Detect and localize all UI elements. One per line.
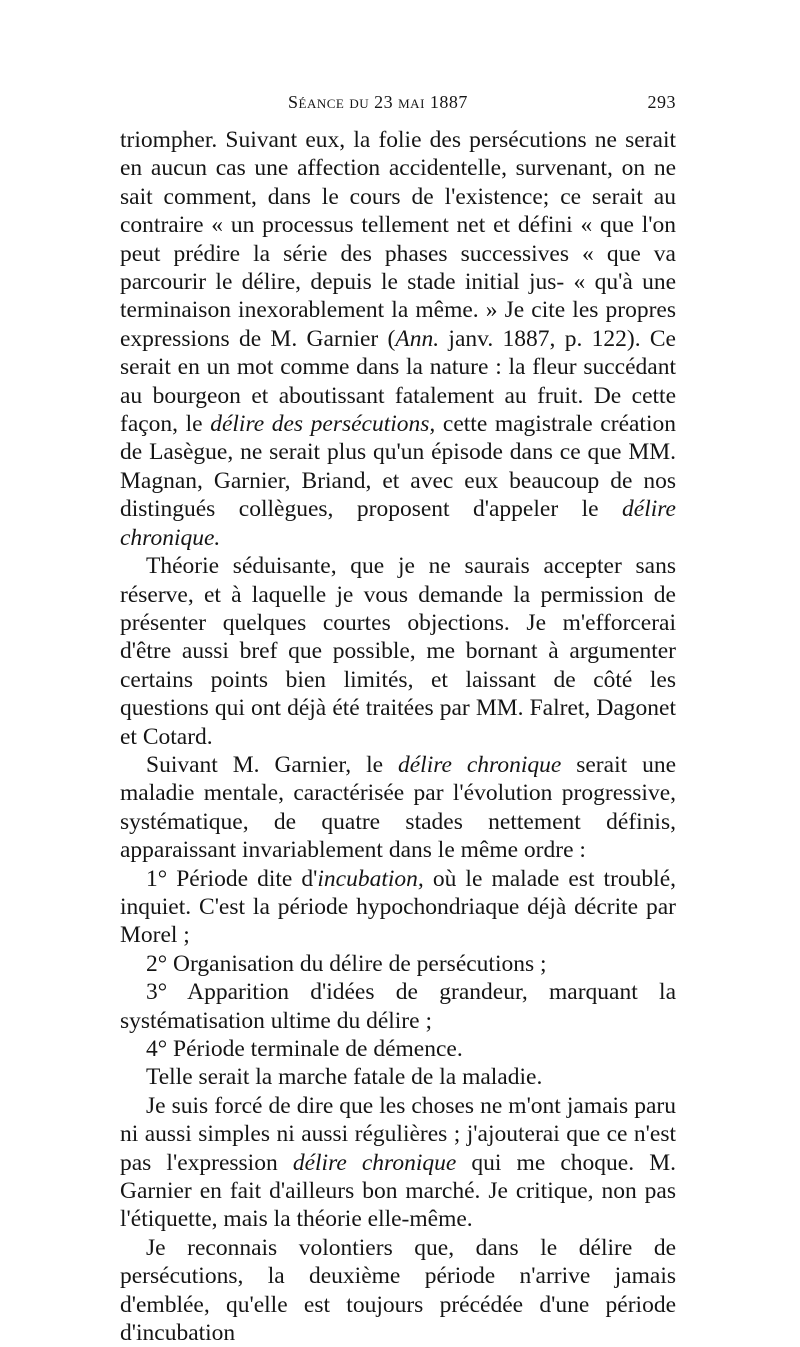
italic-run: délire chronique.: [120, 496, 676, 551]
paragraph-3: [120, 751, 676, 865]
body-text: [120, 126, 676, 1347]
text-run: 1° Période dite d': [146, 865, 318, 892]
paragraph-2: Théorie séduisante, que je ne saurais accepter sans réserve, et à laquelle je vous demande la permission de présenter quelques courtes objections. Je m'efforcerai d'être aussi bref que possible, me bornant à argumenter certains points bien limités, et laissant de côté les questions qui ont déjà été traitées par MM. Falret, Dagonet et Cotard.: [120, 553, 676, 750]
paragraph-1: [120, 126, 676, 552]
text-run: où le malade est troublé, inquiet. C'est la période hypochondriaque déjà décrite par Morel ;: [120, 865, 676, 949]
book-page: [120, 86, 676, 1347]
list-item-1: [120, 865, 676, 950]
page-number: 293: [647, 92, 676, 112]
italic-run: délire chronique: [292, 1149, 457, 1176]
paragraph-6: Je reconnais volontiers que, dans le délire de persécutions, la deuxième période n'arrive jamais d'emblée, qu'elle est toujours précédée d'une période d'incubation: [120, 1234, 676, 1347]
italic-run: délire des persécutions,: [210, 411, 436, 438]
running-title: Séance du 23 mai 1887: [288, 92, 468, 112]
italic-run: incubation,: [317, 865, 424, 892]
list-item-2: 2° Organisation du délire de persécutions ;: [146, 950, 547, 977]
running-head: [120, 86, 676, 120]
text-run: Suivant M. Garnier, le: [146, 751, 398, 778]
list-item-3: 3° Apparition d'idées de grandeur, marquant la systématisation ultime du délire ;: [120, 979, 676, 1034]
italic-run: Ann.: [395, 325, 440, 352]
text-run: cette magistrale création de Lasègue, ne serait plus qu'un épisode dans ce que MM. Magnan, Garnier, Briand, et avec eux beaucoup de nos distingués collègues, proposent d'appeler le: [120, 411, 676, 523]
text-run: triompher. Suivant eux, la folie des persécutions ne serait en aucun cas une affection accidentelle, survenant, on ne sait comment, dans le cours de l'existence; ce serait au contraire « un processus tellement net et défini « que l'on peut prédire la série des phases successives « que va parcourir le délire, depuis le stade initial jus- « qu'à une terminaison inexorablement la même. » Je cite les propres expressions de M. Garnier (: [120, 127, 676, 352]
text-run: serait une maladie mentale, caractérisée par l'évolution progressive, systématique, de quatre stades nettement définis, apparaissant invariablement dans le même ordre :: [120, 751, 676, 864]
text-run: janv. 1887, p. 122). Ce serait en un mot comme dans la nature : la fleur succédant au bourgeon et aboutissant fatalement au fruit. De cette façon, le: [120, 325, 676, 438]
text-run: qui me choque. M. Garnier en fait d'ailleurs bon marché. Je critique, non pas l'étiquette, mais la théorie elle-même.: [120, 1149, 676, 1233]
list-item-4: 4° Période terminale de démence.: [146, 1036, 463, 1062]
italic-run: délire chronique: [398, 751, 562, 778]
text-run: Je suis forcé de dire que les choses ne m'ont jamais paru ni aussi simples ni aussi régulières ; j'ajouterai que ce n'est pas l'expression: [120, 1092, 676, 1176]
paragraph-4: Telle serait la marche fatale de la maladie.: [146, 1064, 543, 1091]
paragraph-5: [120, 1092, 676, 1234]
